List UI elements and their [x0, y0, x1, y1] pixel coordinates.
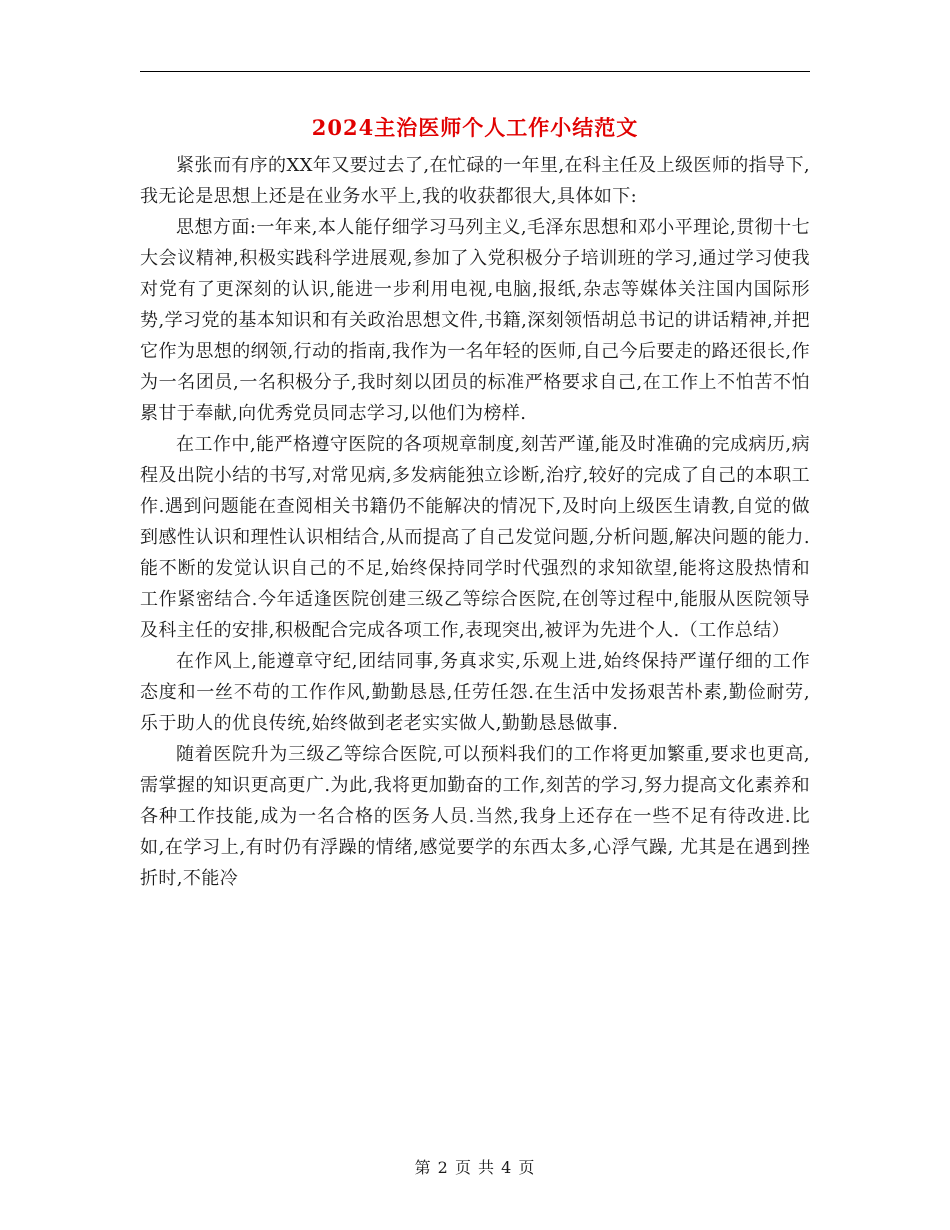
paragraph-outlook: 随着医院升为三级乙等综合医院,可以预料我们的工作将更加繁重,要求也更高,需掌握的知识更高更广.为此,我将更加勤奋的工作,刻苦的学习,努力提高文化素养和各种工作技能,成为一名合格的医务人员.当然,我身上还存在一些不足有待改进.比如,在学习上,有时仍有浮躁的情绪,感觉要学的东西太多,心浮气躁, 尤其是在遇到挫折时,不能冷 [140, 744, 810, 889]
header-rule [140, 71, 810, 72]
document-body [140, 150, 810, 894]
paragraph-style: 在作风上,能遵章守纪,团结同事,务真求实,乐观上进,始终保持严谨仔细的工作态度和一丝不苟的工作作风,勤勤恳恳,任劳任怨.在生活中发扬艰苦朴素,勤俭耐劳,乐于助人的优良传统,始终做到老老实实做人,勤勤恳恳做事. [140, 651, 810, 734]
paragraph-intro: 紧张而有序的XX年又要过去了,在忙碌的一年里,在科主任及上级医师的指导下,我无论是思想上还是在业务水平上,我的收获都很大,具体如下: [140, 155, 810, 207]
paragraph-work: 在工作中,能严格遵守医院的各项规章制度,刻苦严谨,能及时准确的完成病历,病程及出院小结的书写,对常见病,多发病能独立诊断,治疗,较好的完成了自己的本职工作.遇到问题能在查阅相关书籍仍不能解决的情况下,及时向上级医生请教,自觉的做到感性认识和理性认识相结合,从而提高了自己发觉问题,分析问题,解决问题的能力.能不断的发觉认识自己的不足,始终保持同学时代强烈的求知欲望,能将这股热情和工作紧密结合.今年适逢医院创建三级乙等综合医院,在创等过程中,能服从医院领导及科主任的安排,积极配合完成各项工作,表现突出,被评为先进个人.（工作总结） [140, 434, 810, 641]
document-title: 2024主治医师个人工作小结范文 [311, 115, 639, 140]
paragraph-thought: 思想方面:一年来,本人能仔细学习马列主义,毛泽东思想和邓小平理论,贯彻十七大会议精神,积极实践科学进展观,参加了入党积极分子培训班的学习,通过学习使我对党有了更深刻的认识,能进一步利用电视,电脑,报纸,杂志等媒体关注国内国际形势,学习党的基本知识和有关政治思想文件,书籍,深刻领悟胡总书记的讲话精神,并把它作为思想的纲领,行动的指南,我作为一名年轻的医师,自己今后要走的路还很长,作为一名团员,一名积极分子,我时刻以团员的标准严格要求自己,在工作上不怕苦不怕累甘于奉献,向优秀党员同志学习,以他们为榜样. [140, 217, 810, 424]
page-number: 第 2 页 共 4 页 [414, 1158, 536, 1177]
